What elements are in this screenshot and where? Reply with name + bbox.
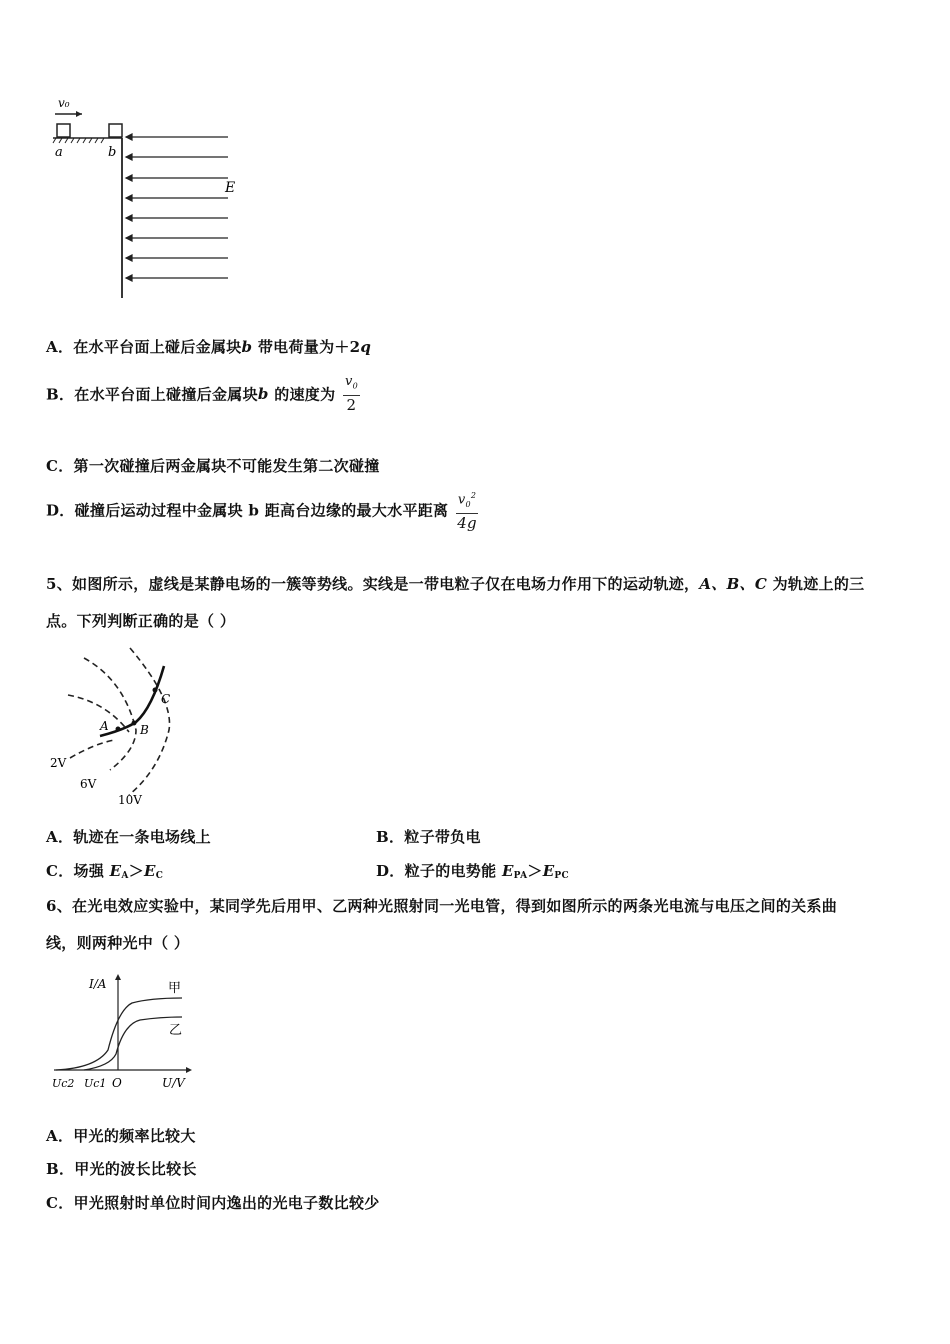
q4-option-a-q: q: [360, 338, 372, 356]
fig5-B-label: B: [140, 723, 149, 737]
q6-option-c: [46, 1192, 380, 1213]
q4-option-d-fraction: [456, 488, 478, 532]
fig6-origin-label: O: [112, 1076, 122, 1090]
fig5-2v-label: 2V: [50, 756, 67, 770]
figure-platform-field: [50, 92, 250, 304]
q4-option-b-num-sub: 0: [352, 381, 358, 391]
q4-option-a: [46, 336, 371, 357]
q4-option-a-prefix: A．在水平台面上碰后金属块: [46, 338, 242, 356]
q5-stem-pre: 5、如图所示，虚线是某静电场的一簇等势线。实线是一带电粒子仅在电场力作用下的运动轨迹，: [46, 575, 700, 593]
q5-stem-vars: A、B、C: [699, 575, 768, 593]
fig5-A-label: A: [100, 719, 109, 733]
q5-option-d: [376, 860, 569, 881]
q4-option-c: [46, 455, 380, 476]
q4-option-d-den: 4g: [457, 513, 477, 532]
q4-option-b-var: b: [257, 384, 269, 403]
q6-stem-line1-text: 6、在光电效应实验中，某同学先后用甲、乙两种光照射同一光电管，得到如图所示的两条光电流与电压之间的关系曲: [46, 897, 838, 915]
q5-option-d-e1: E: [501, 862, 514, 880]
curve-jia: [56, 998, 182, 1070]
q4-option-d-num-sup: 2: [470, 491, 477, 500]
q5-option-c-e2: E: [144, 862, 156, 880]
fig6-jia-label: 甲: [168, 981, 182, 996]
figure-photoelectric-curves: [50, 970, 200, 1095]
q5-stem-line2: [46, 610, 235, 631]
q4-option-c-text: C．第一次碰撞后两金属块不可能发生第二次碰撞: [46, 457, 380, 475]
q4-option-d: [46, 488, 478, 532]
q5-option-d-s1: PA: [513, 871, 528, 881]
q4-option-b-den: 2: [346, 395, 357, 414]
fig6-uc2-label: Uc2: [52, 1077, 75, 1090]
figure-equipotential: [44, 640, 204, 812]
q4-option-b-prefix: B．在水平台面上碰撞后金属块: [46, 385, 258, 404]
q6-option-b-text: B．甲光的波长比较长: [46, 1160, 197, 1178]
fig1-b-label: b: [108, 145, 117, 160]
q5-option-b: [376, 826, 481, 847]
q6-option-b: [46, 1158, 197, 1179]
fig6-yi-label: 乙: [169, 1023, 183, 1038]
q6-stem-line2-text: 线，则两种光中（ ）: [46, 934, 190, 952]
q4-option-b-num: v: [344, 374, 353, 389]
q6-stem-line1: [46, 895, 837, 916]
q6-stem-line2: [46, 932, 189, 953]
fig5-C-label: C: [161, 692, 171, 706]
fig6-xlabel: U/V: [162, 1076, 185, 1090]
fig1-E-label: E: [225, 180, 236, 196]
q5-stem-line1: [46, 573, 864, 594]
fig1-a-label: a: [55, 145, 63, 160]
q5-option-a: [46, 826, 211, 847]
fig6-ylabel: I/A: [89, 977, 107, 991]
fig5-6v-label: 6V: [80, 777, 97, 791]
q4-option-b-suffix: 的速度为: [268, 385, 336, 404]
q5-option-c: [46, 860, 163, 881]
q5-option-d-s2: PC: [554, 871, 569, 881]
q4-option-b-fraction: [343, 374, 360, 414]
q5-option-c-e1: E: [109, 862, 122, 880]
q4-option-a-suffix: 带电荷量为＋2: [252, 338, 361, 356]
q6-option-c-text: C．甲光照射时单位时间内逸出的光电子数比较少: [46, 1194, 380, 1212]
q5-option-c-pre: C．场强: [46, 862, 110, 880]
q5-option-c-gt: ＞: [128, 862, 145, 880]
q5-option-c-s2: C: [155, 871, 164, 881]
q5-stem-line2-text: 点。下列判断正确的是（ ）: [46, 612, 236, 630]
q5-stem-post: 为轨迹上的三: [767, 575, 865, 593]
curve-yi: [84, 1017, 182, 1070]
q4-option-a-var: b: [241, 338, 253, 356]
q4-option-d-num: v: [457, 492, 466, 508]
q5-option-d-gt: ＞: [527, 862, 543, 880]
q4-option-d-num-sub: 0: [465, 499, 471, 509]
q5-option-d-e2: E: [542, 862, 555, 880]
q6-option-a: [46, 1125, 196, 1146]
q4-option-b: [46, 374, 360, 414]
q5-option-b-text: B．粒子带负电: [376, 828, 481, 846]
fig5-10v-label: 10V: [118, 793, 142, 807]
q5-option-c-s1: A: [121, 871, 129, 881]
q5-option-d-pre: D．粒子的电势能: [376, 862, 502, 880]
fig6-uc1-label: Uc1: [84, 1077, 107, 1090]
q4-option-d-text: D．碰撞后运动过程中金属块 b 距高台边缘的最大水平距离: [46, 501, 449, 520]
fig1-v0-label: v₀: [58, 96, 70, 110]
q6-option-a-text: A．甲光的频率比较大: [46, 1127, 196, 1145]
q5-option-a-text: A．轨迹在一条电场线上: [46, 828, 211, 846]
